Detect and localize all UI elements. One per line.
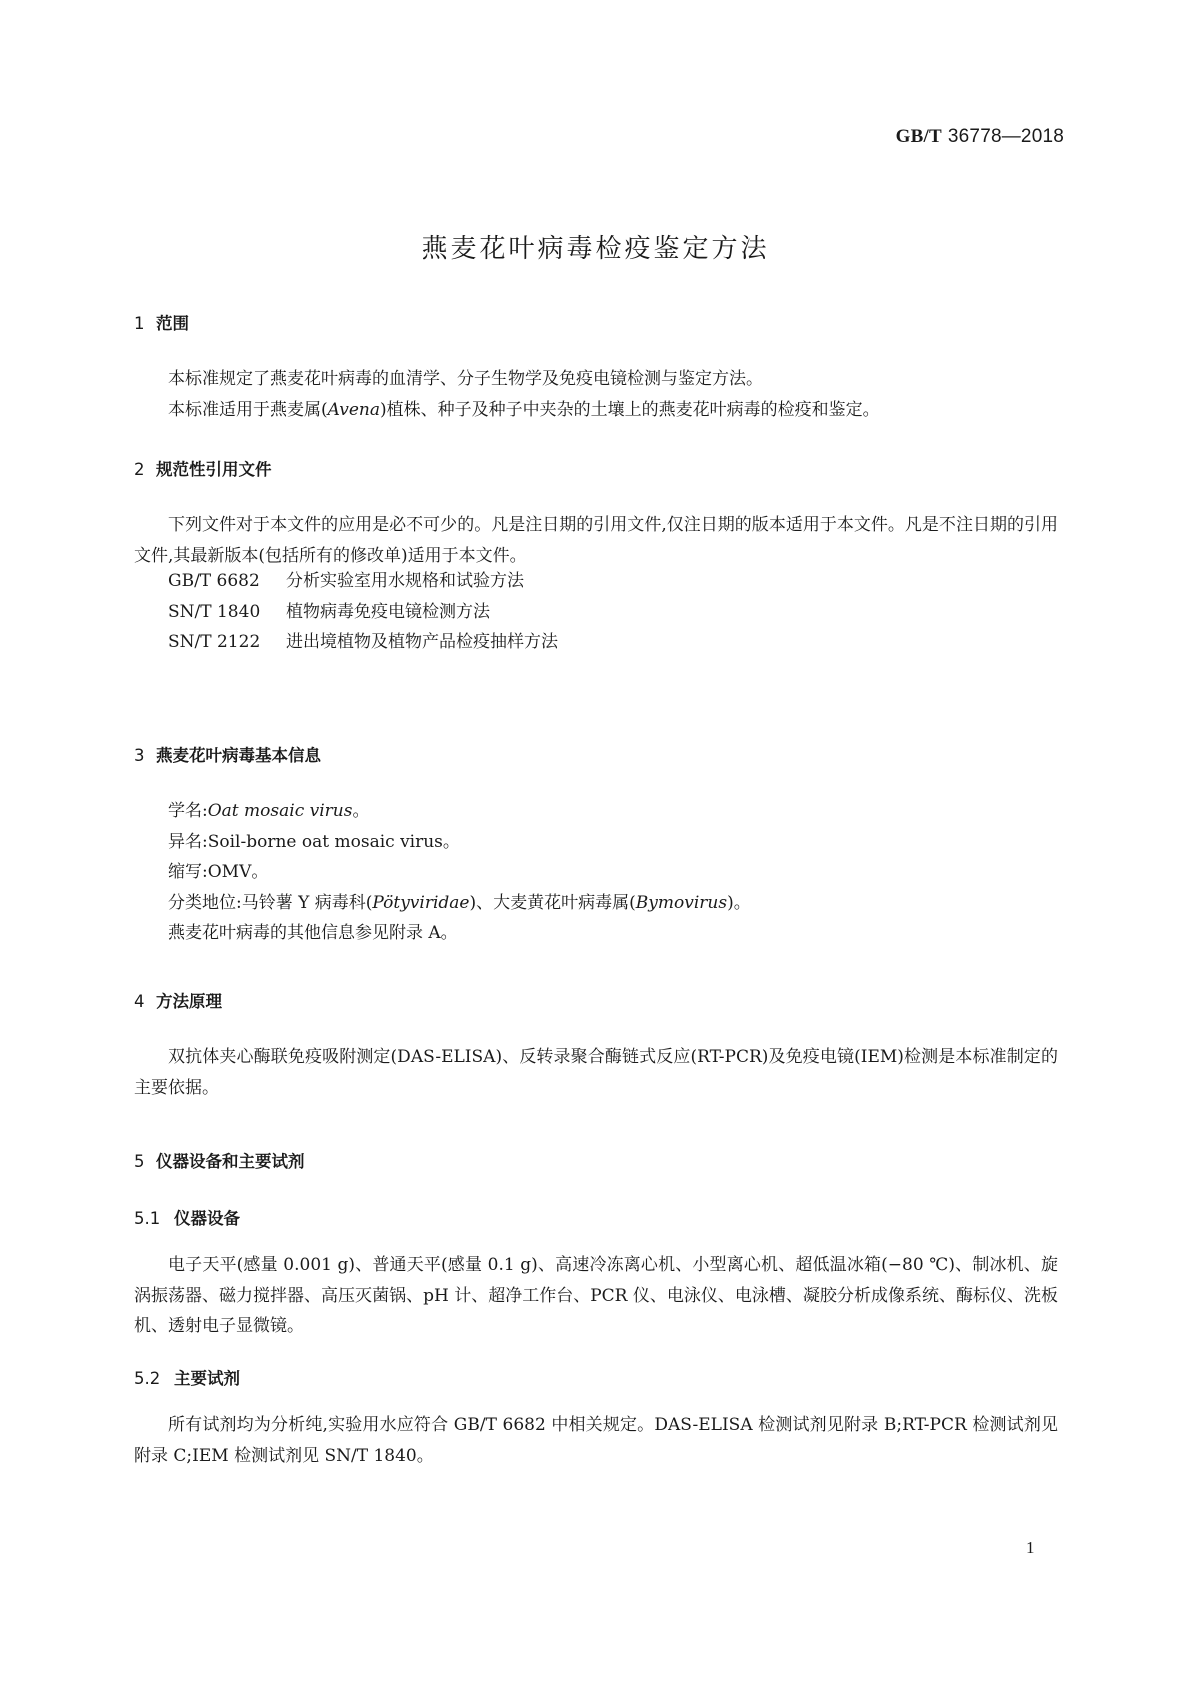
section-title: 燕麦花叶病毒基本信息 [156, 746, 321, 765]
reference-title: 植物病毒免疫电镜检测方法 [286, 601, 490, 622]
section-number: 2 [134, 460, 145, 479]
text-span: 本标准适用于燕麦属( [168, 400, 328, 420]
genus-name: Bymovirus [635, 892, 728, 913]
section-3-heading [134, 742, 321, 766]
section-title: 方法原理 [156, 992, 222, 1011]
text-span: 分类地位:马铃薯 Y 病毒科( [168, 892, 373, 913]
section-1-paragraph-2 [134, 395, 1058, 426]
family-name: Pötyviridae [372, 892, 470, 913]
label: 学名: [168, 801, 208, 821]
section-title: 范围 [156, 314, 189, 333]
reference-title: 分析实验室用水规格和试验方法 [286, 571, 524, 591]
standard-prefix: GB/T [895, 126, 942, 147]
scientific-name-line [168, 796, 1058, 827]
section-number: 4 [134, 992, 145, 1011]
alias-line: 异名:Soil-borne oat mosaic virus。 [168, 831, 460, 852]
section-number: 1 [134, 314, 145, 333]
reference-item [168, 566, 1058, 597]
other-info-line: 燕麦花叶病毒的其他信息参见附录 A。 [168, 923, 458, 943]
section-number: 5.1 [134, 1209, 161, 1228]
section-title: 规范性引用文件 [156, 460, 272, 479]
text-span: )、大麦黄花叶病毒属( [469, 892, 636, 913]
virus-info [134, 796, 1058, 949]
scientific-name: Oat mosaic virus [207, 801, 353, 821]
section-5-1-heading [134, 1205, 240, 1229]
section-number: 5.2 [134, 1369, 161, 1388]
reference-list [134, 566, 1058, 658]
document-title: 燕麦花叶病毒检疫鉴定方法 [421, 234, 770, 264]
section-4-text: 双抗体夹心酶联免疫吸附测定(DAS-ELISA)、反转录聚合酶链式反应(RT-PCR)及免疫电镜(IEM)检测是本标准制定的主要依据。 [134, 1047, 1058, 1098]
reference-item [168, 597, 1058, 628]
reference-code: GB/T 6682 [168, 571, 260, 591]
section-5-1-text: 电子天平(感量 0.001 g)、普通天平(感量 0.1 g)、高速冷冻离心机、小型离心机、超低温冰箱(−80 ℃)、制冰机、旋涡振荡器、磁力搅拌器、高压灭菌锅、pH 计、超净工作台、PCR 仪、电泳仪、电泳槽、凝胶分析成像系统、酶标仪、洗板机、透射电子显微镜。 [134, 1255, 1058, 1336]
text-span: 。 [352, 801, 370, 821]
section-2-heading [134, 456, 272, 480]
section-title: 仪器设备和主要试剂 [156, 1152, 305, 1171]
reference-code: SN/T 2122 [168, 632, 261, 652]
reference-item [168, 627, 1058, 658]
section-1-heading [134, 310, 189, 334]
taxonomy-line [168, 888, 1058, 919]
section-5-2-heading [134, 1365, 240, 1389]
reference-title: 进出境植物及植物产品检疫抽样方法 [286, 632, 558, 652]
section-number: 5 [134, 1152, 145, 1171]
section-2-intro: 下列文件对于本文件的应用是必不可少的。凡是注日期的引用文件,仅注日期的版本适用于本文件。凡是不注日期的引用文件,其最新版本(包括所有的修改单)适用于本文件。 [134, 515, 1058, 566]
section-5-heading [134, 1148, 305, 1172]
section-4-heading [134, 988, 222, 1012]
section-1-paragraph-1: 本标准规定了燕麦花叶病毒的血清学、分子生物学及免疫电镜检测与鉴定方法。 [168, 369, 763, 389]
page-number: 1 [1026, 1538, 1035, 1557]
standard-number: 36778—2018 [947, 126, 1064, 147]
reference-code: SN/T 1840 [168, 601, 261, 622]
section-title: 仪器设备 [174, 1209, 240, 1228]
text-span: )。 [727, 892, 751, 913]
section-number: 3 [134, 746, 145, 765]
text-span: )植株、种子及种子中夹杂的土壤上的燕麦花叶病毒的检疫和鉴定。 [379, 400, 880, 420]
section-5-2-text: 所有试剂均为分析纯,实验用水应符合 GB/T 6682 中相关规定。DAS-ELISA 检测试剂见附录 B;RT-PCR 检测试剂见附录 C;IEM 检测试剂见 SN/T 1840。 [134, 1415, 1058, 1466]
section-title: 主要试剂 [174, 1369, 240, 1388]
abbreviation-line: 缩写:OMV。 [168, 862, 269, 882]
standard-code [896, 126, 1064, 148]
genus-name: Avena [327, 400, 380, 420]
